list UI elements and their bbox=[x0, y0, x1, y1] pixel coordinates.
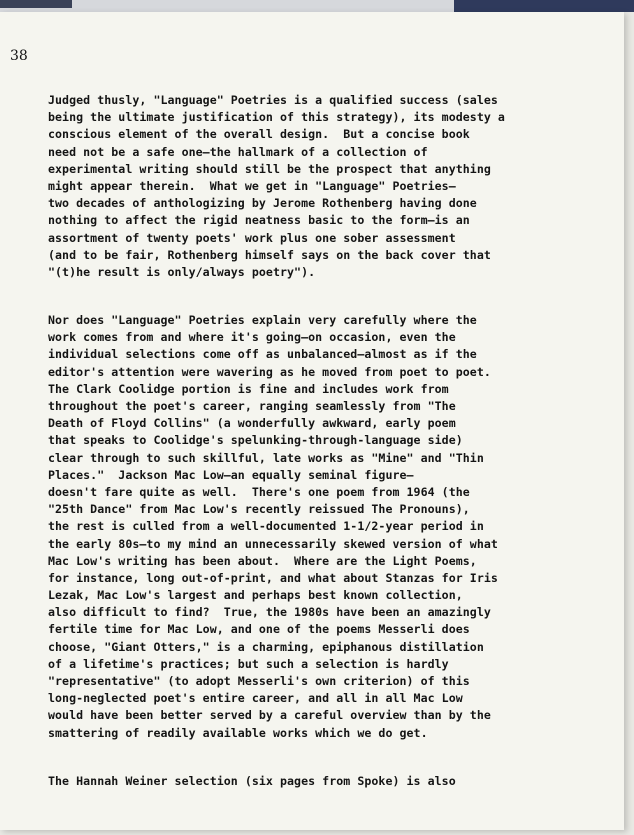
text-line: "25th Dance" from Mac Low's recently reissued The Pronouns), bbox=[48, 502, 470, 517]
text-line: Places." Jackson Mac Low—an equally seminal figure— bbox=[48, 467, 414, 482]
text-line: Judged thusly, "Language" Poetries is a qualified success (sales bbox=[48, 93, 498, 107]
paragraph-3 bbox=[48, 773, 608, 790]
text-line: individual selections come off as unbalanced—almost as if the bbox=[48, 347, 477, 362]
body-text bbox=[48, 92, 608, 790]
text-line: smattering of readily available works which we do get. bbox=[48, 725, 428, 740]
text-line: clear through to such skillful, late works as "Mine" and "Thin bbox=[48, 450, 484, 465]
text-line: experimental writing should still be the prospect that anything bbox=[48, 161, 491, 176]
text-line: Lezak, Mac Low's largest and perhaps best known collection, bbox=[48, 588, 463, 603]
text-line: throughout the poet's career, ranging seamlessly from "The bbox=[48, 399, 456, 413]
text-line: Nor does "Language" Poetries explain very carefully where the bbox=[48, 313, 477, 328]
text-line: that speaks to Coolidge's spelunking-through-language side) bbox=[48, 433, 463, 448]
text-line: choose, "Giant Otters," is a charming, epiphanous distillation bbox=[48, 639, 484, 654]
text-line: editor's attention were wavering as he moved from poet to poet. bbox=[48, 364, 491, 379]
text-line: the rest is culled from a well-documented 1-1/2-year period in bbox=[48, 519, 484, 534]
book-page bbox=[0, 12, 624, 830]
text-line: two decades of anthologizing by Jerome Rothenberg having done bbox=[48, 196, 477, 211]
paragraph-1 bbox=[48, 92, 608, 281]
text-line: conscious element of the overall design. But a concise book bbox=[48, 127, 470, 142]
text-line: being the ultimate justification of this strategy), its modesty a bbox=[48, 110, 505, 125]
text-line: nothing to affect the rigid neatness basic to the form—is an bbox=[48, 213, 470, 228]
text-line: might appear therein. What we get in "Language" Poetries— bbox=[48, 178, 456, 193]
text-line: fertile time for Mac Low, and one of the poems Messerli does bbox=[48, 622, 470, 637]
text-line: (and to be fair, Rothenberg himself says on the back cover that bbox=[48, 247, 491, 262]
text-line: need not be a safe one—the hallmark of a collection of bbox=[48, 144, 428, 159]
dark-edge-right bbox=[454, 0, 634, 12]
text-line: assortment of twenty poets' work plus one sober assessment bbox=[48, 230, 456, 245]
text-line: The Hannah Weiner selection (six pages from Spoke) is also bbox=[48, 773, 456, 788]
text-line: also difficult to find? True, the 1980s have been an amazingly bbox=[48, 605, 491, 620]
text-line: long-neglected poet's entire career, and all in all Mac Low bbox=[48, 691, 463, 706]
text-line: of a lifetime's practices; but such a selection is hardly bbox=[48, 656, 449, 671]
text-line: the early 80s—to my mind an unnecessarily skewed version of what bbox=[48, 536, 498, 551]
text-line: "(t)he result is only/always poetry"). bbox=[48, 264, 316, 279]
page-number: 38 bbox=[10, 48, 28, 64]
top-background-strip bbox=[0, 0, 634, 12]
text-line: Mac Low's writing has been about. Where are the Light Poems, bbox=[48, 553, 477, 568]
text-line: "representative" (to adopt Messerli's own criterion) of this bbox=[48, 674, 470, 688]
text-line: work comes from and where it's going—on occasion, even the bbox=[48, 330, 456, 345]
text-line: would have been better served by a careful overview than by the bbox=[48, 708, 491, 723]
paragraph-2 bbox=[48, 312, 608, 742]
text-line: doesn't fare quite as well. There's one poem from 1964 (the bbox=[48, 484, 470, 499]
dark-edge-left bbox=[0, 0, 72, 8]
text-line: Death of Floyd Collins" (a wonderfully awkward, early poem bbox=[48, 416, 456, 431]
text-line: for instance, long out-of-print, and what about Stanzas for Iris bbox=[48, 570, 498, 585]
text-line: The Clark Coolidge portion is fine and includes work from bbox=[48, 381, 449, 396]
